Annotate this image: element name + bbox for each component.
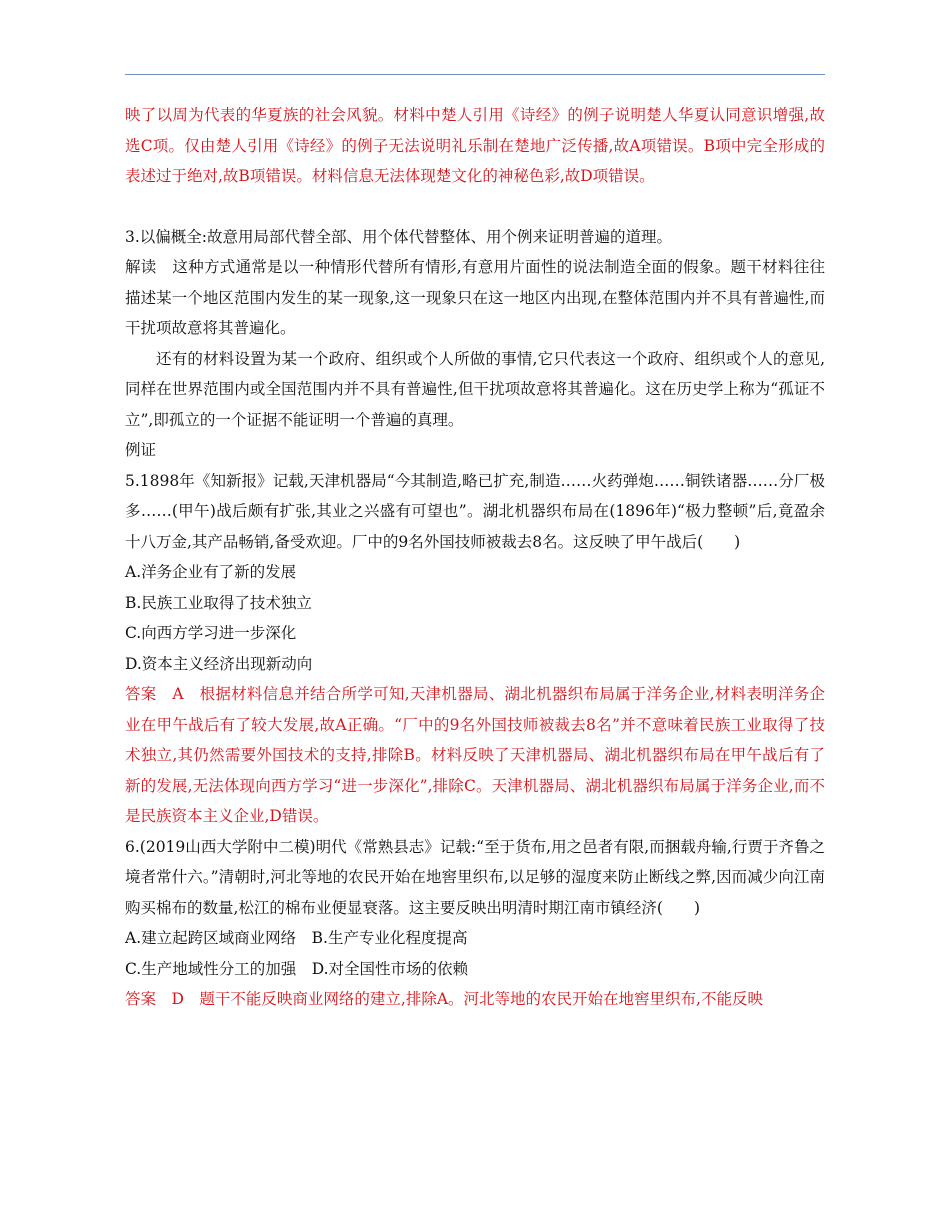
example-label: 例证: [125, 441, 157, 459]
header-rule: [125, 74, 825, 75]
question-5-option-c: C.向西方学习进一步深化: [125, 624, 297, 642]
question-6-options-cd: C.生产地域性分工的加强 D.对全国性市场的依赖: [125, 959, 469, 978]
section-3-title: 3.以偏概全:故意用局部代替全部、用个体代替整体、用个例来证明普遍的道理。: [125, 227, 673, 246]
question-6-answer: 答案 D 题干不能反映商业网络的建立,排除A。河北等地的农民开始在地窖里织布,不能反映: [125, 990, 763, 1008]
interpretation-paragraph-1: 解读 这种方式通常是以一种情形代替所有情形,有意用片面性的说法制造全面的假象。题干材料往往描述某一个地区范围内发生的某一现象,这一现象只在这一地区内出现,在整体范围内并不具有普遍性,而干扰项故意将其普遍化。: [125, 258, 825, 337]
spacer: [125, 192, 825, 222]
question-5-option-a: A.洋务企业有了新的发展: [125, 563, 297, 581]
question-5-answer: 答案 A 根据材料信息并结合所学可知,天津机器局、湖北机器织布局属于洋务企业,材料表明洋务企业在甲午战后有了较大发展,故A正确。“厂中的9名外国技师被裁去8名”并不意味着民族工业取得了技术独立,其仍然需要外国技术的支持,排除B。材料反映了天津机器局、湖北机器织布局在甲午战后有了新的发展,无法体现向西方学习“进一步深化”,排除C。天津机器局、湖北机器织布局属于洋务企业,而不是民族资本主义企业,D错误。: [125, 685, 825, 825]
question-5-option-b: B.民族工业取得了技术独立: [125, 593, 312, 612]
question-6-stem: 6.(2019山西大学附中二模)明代《常熟县志》记载:“至于货布,用之邑者有限,而捆载舟输,行贾于齐鲁之境者常什六。”清朝时,河北等地的农民开始在地窖里织布,以足够的湿度来防止断线之弊,因而减少向江南购买棉布的数量,松江的棉布业便显衰落。这主要反映出明清时期江南市镇经济( ): [125, 837, 825, 917]
question-5-stem: 5.1898年《知新报》记载,天津机器局“今其制造,略已扩充,制造……火药弹炮……铜铁诸器……分厂极多……(甲午)战后颇有扩张,其业之兴盛有可望也”。湖北机器织布局在(1896年)“极力整顿”后,竟盈余十八万金,其产品畅销,备受欢迎。厂中的9名外国技师被裁去8名。这反映了甲午战后( ): [125, 471, 825, 551]
interpretation-paragraph-2: 还有的材料设置为某一个政府、组织或个人所做的事情,它只代表这一个政府、组织或个人的意见,同样在世界范围内或全国范围内并不具有普遍性,但干扰项故意将其普遍化。这在历史学上称为“孤证不立”,即孤立的一个证据不能证明一个普遍的真理。: [125, 349, 825, 429]
question-6-options-ab: A.建立起跨区域商业网络 B.生产专业化程度提高: [125, 929, 468, 947]
question-5-option-d: D.资本主义经济出现新动向: [125, 654, 313, 673]
continued-answer: 映了以周为代表的华夏族的社会风貌。材料中楚人引用《诗经》的例子说明楚人华夏认同意识增强,故选C项。仅由楚人引用《诗经》的例子无法说明礼乐制在楚地广泛传播,故A项错误。B项中完全形成的表述过于绝对,故B项错误。材料信息无法体现楚文化的神秘色彩,故D项错误。: [125, 106, 825, 185]
page-content: [125, 100, 825, 1015]
